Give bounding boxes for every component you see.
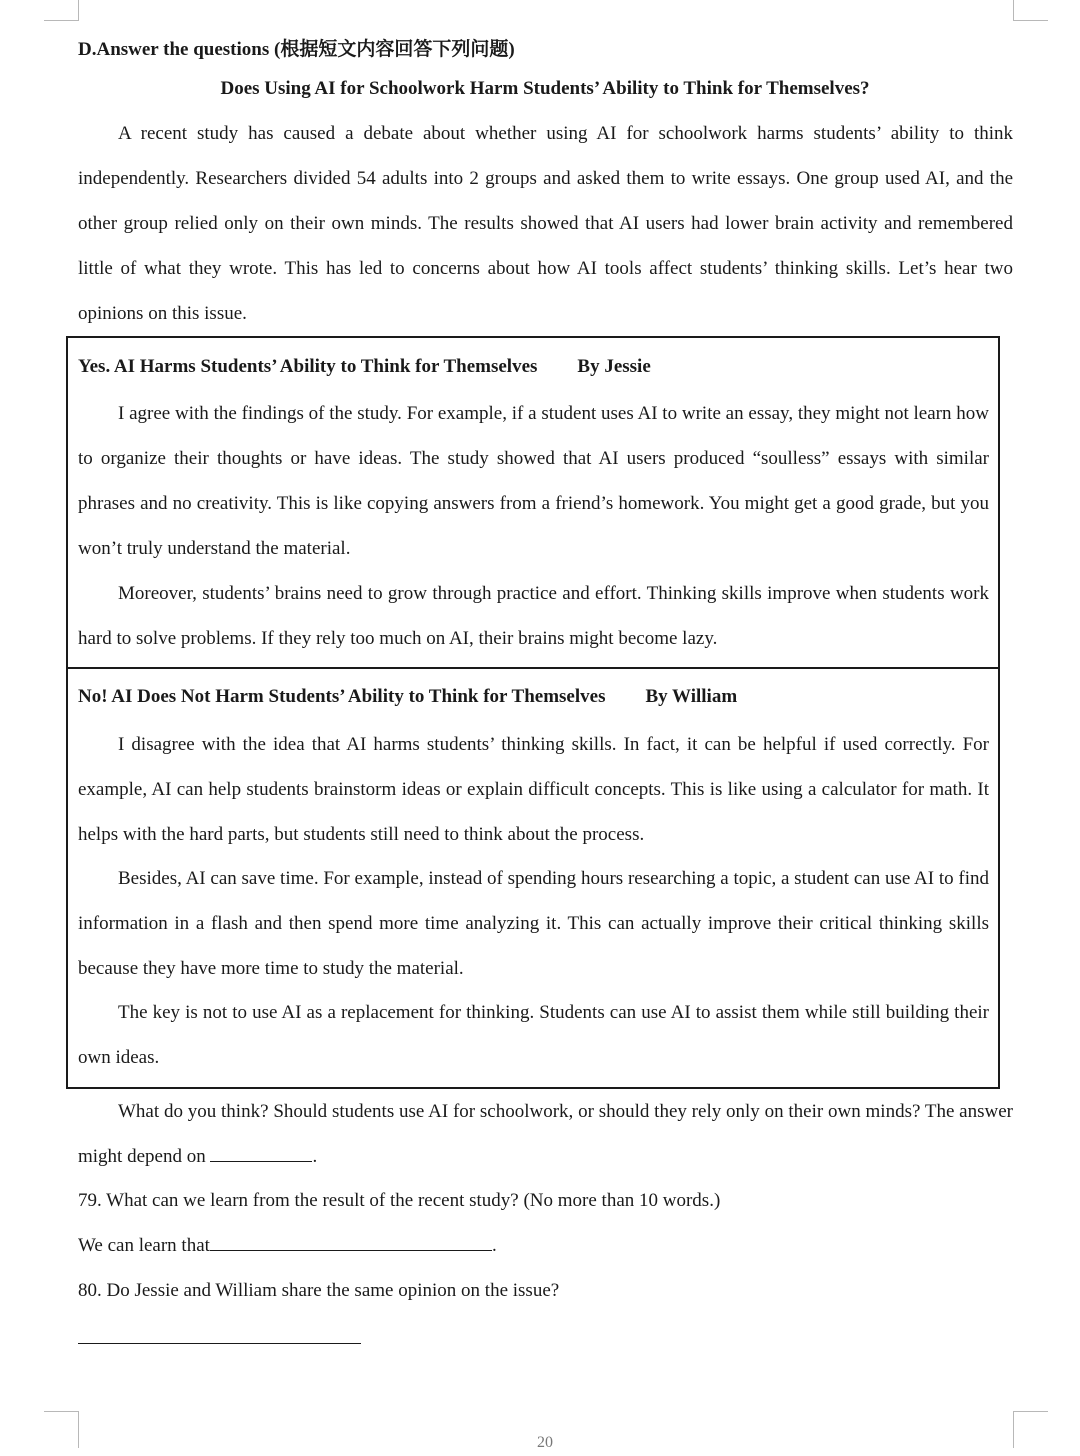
- opinion-title-yes: Yes. AI Harms Students’ Ability to Think for Themselves: [78, 356, 538, 377]
- answer-79-blank[interactable]: [210, 1234, 492, 1251]
- opinion-box-no: [66, 667, 1000, 1089]
- opinion-no-paragraph-2: Besides, AI can save time. For example, instead of spending hours researching a topic, a student can use AI to find information in a flash and then spend more time analyzing it. This can actually improve their critical thinking skills because they have more time to study the material.: [78, 868, 989, 979]
- section-heading: D.Answer the questions (根据短文内容回答下列问题): [78, 39, 515, 60]
- crop-mark-top-right: [1013, 0, 1048, 21]
- page-number: 20: [537, 1434, 553, 1451]
- opinion-yes-paragraph-1: I agree with the findings of the study. For example, if a student uses AI to write an essay, they might not learn how to organize their thoughts or have ideas. The study showed that AI users produced “soulless” essays with similar phrases and no creativity. This is like copying answers from a friend’s homework. You might get a good grade, but you won’t truly understand the material.: [78, 403, 989, 559]
- opinion-heading-no: [78, 686, 737, 708]
- opinion-no-paragraph-3: The key is not to use AI as a replacement for thinking. Students can use AI to assist them while still building their own ideas.: [78, 1002, 989, 1068]
- opinion-yes-paragraph-2: Moreover, students’ brains need to grow through practice and effort. Thinking skills improve when students work hard to solve problems. If they rely too much on AI, their brains might become lazy.: [78, 583, 989, 649]
- opinion-author-no: By William: [645, 686, 738, 707]
- question-79: 79. What can we learn from the result of the recent study? (No more than 10 words.): [78, 1190, 721, 1211]
- opinion-title-no: No! AI Does Not Harm Students’ Ability to Think for Themselves: [78, 686, 606, 707]
- closing-blank[interactable]: [210, 1145, 312, 1162]
- answer-79-prompt: We can learn that: [78, 1235, 210, 1256]
- intro-paragraph: A recent study has caused a debate about whether using AI for schoolwork harms students’ ability to think independently. Researchers divided 54 adults into 2 groups and asked them to write essays. One group used AI, and the other group relied only on their own minds. The results showed that AI users had lower brain activity and remembered little of what they wrote. This has led to concerns about how AI tools affect students’ thinking skills. Let’s hear two opinions on this issue.: [78, 123, 1013, 324]
- passage-title: Does Using AI for Schoolwork Harm Students’ Ability to Think for Themselves?: [220, 78, 870, 99]
- opinion-heading-yes: [78, 356, 651, 378]
- answer-79-row: We can learn that .: [78, 1235, 497, 1256]
- closing-paragraph: What do you think? Should students use AI for schoolwork, or should they rely only on their own minds? The answer might depend on .: [78, 1101, 1013, 1167]
- answer-80-blank[interactable]: [78, 1343, 361, 1344]
- opinion-box-yes: [66, 336, 1000, 669]
- crop-mark-top-left: [44, 0, 79, 21]
- opinion-no-paragraph-1: I disagree with the idea that AI harms students’ thinking skills. In fact, it can be helpful if used correctly. For example, AI can help students brainstorm ideas or explain difficult concepts. This is like using a calculator for math. It helps with the hard parts, but students still need to think about the process.: [78, 734, 989, 845]
- question-80: 80. Do Jessie and William share the same opinion on the issue?: [78, 1280, 560, 1301]
- closing-text: What do you think? Should students use AI for schoolwork, or should they rely only on their own minds? The answer might depend on: [78, 1101, 1013, 1167]
- opinion-author-yes: By Jessie: [577, 356, 651, 377]
